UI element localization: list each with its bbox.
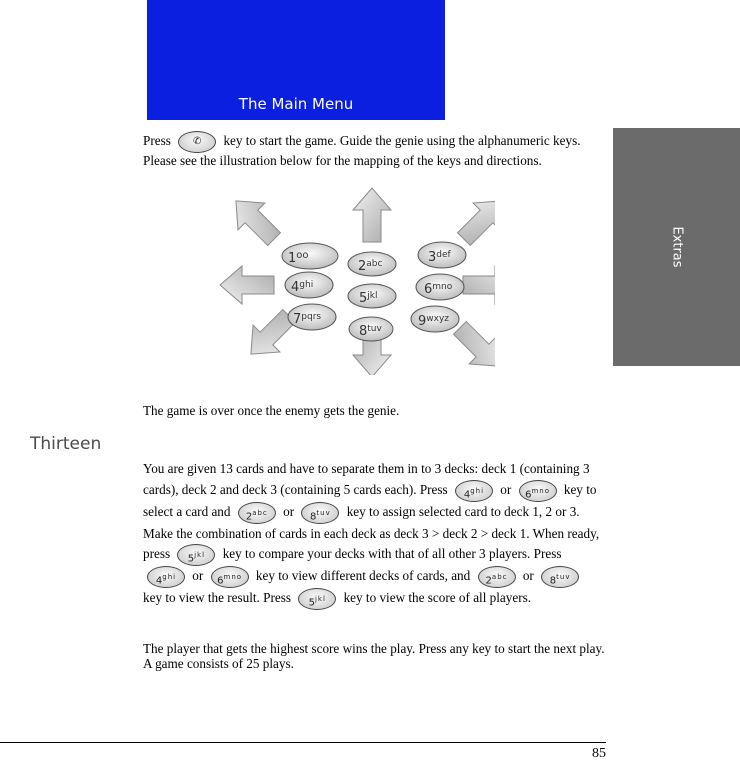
arrow-right-icon xyxy=(463,266,495,304)
svg-text:1oo: $1^{oo}$ xyxy=(288,250,309,266)
section-heading: Thirteen xyxy=(30,434,102,454)
key-3 xyxy=(418,242,466,268)
key-5-icon: $5^{jkl}$ xyxy=(298,588,336,610)
keypad-direction-diagram xyxy=(215,185,495,375)
footer-divider xyxy=(0,742,606,743)
phone-screen xyxy=(147,0,445,120)
key-6-icon: $6^{mno}$ xyxy=(519,480,557,502)
svg-text:9wxyz: $9^{wxyz}$ xyxy=(418,314,450,329)
key-2 xyxy=(348,252,396,276)
arrow-left-icon xyxy=(220,266,274,304)
key-4-icon: $4^{ghi}$ xyxy=(455,480,493,502)
arrow-up-left-icon xyxy=(222,187,287,252)
intro-paragraph: Press ✆ key to start the game. Guide the genie using the alphanumeric keys. Please see the illustration below for the mapping of the keys and directions. xyxy=(143,131,605,168)
key-8-icon: $8^{tuv}$ xyxy=(541,566,579,588)
svg-text:7pqrs: $7^{pqrs}$ xyxy=(293,312,322,327)
key-8 xyxy=(349,317,393,341)
key-4-icon: $4^{ghi}$ xyxy=(147,566,185,588)
key-7 xyxy=(288,304,336,330)
key-6-icon: $6^{mno}$ xyxy=(211,566,249,588)
scoring-text: The player that gets the highest score wins the play. Press any key to start the next play. A game consists of 25 plays. xyxy=(143,641,605,671)
svg-text:3def: $3^{def}$ xyxy=(428,250,451,265)
chapter-tab xyxy=(613,128,740,366)
svg-text:2abc: $2^{abc}$ xyxy=(358,259,383,274)
svg-text:6mno: $6^{mno}$ xyxy=(424,282,453,297)
page-number: 85 xyxy=(592,746,606,761)
svg-text:4ghi: $4^{ghi}$ xyxy=(291,280,314,295)
key-5-icon: $5^{jkl}$ xyxy=(177,544,215,566)
chapter-tab-label: Extras xyxy=(669,226,684,268)
key-4 xyxy=(285,272,333,298)
screen-title: The Main Menu xyxy=(238,95,354,113)
key-6 xyxy=(416,274,464,300)
key-1 xyxy=(282,243,338,269)
key-9 xyxy=(411,306,459,332)
key-5 xyxy=(348,284,396,308)
arrow-up-right-icon xyxy=(450,187,495,252)
key-2-icon: $2^{abc}$ xyxy=(238,502,276,524)
game-over-text: The game is over once the enemy gets the genie. xyxy=(143,403,400,418)
svg-text:8tuv: $8^{tuv}$ xyxy=(359,324,382,339)
key-2-icon: $2^{abc}$ xyxy=(478,566,516,588)
key-8-icon: $8^{tuv}$ xyxy=(301,502,339,524)
call-key-icon: ✆ xyxy=(178,131,216,153)
arrow-up-icon xyxy=(353,188,391,242)
thirteen-instructions: You are given 13 cards and have to separate them in to 3 decks: deck 1 (containing 3 cards), deck 2 and deck 3 (containing 5 cards each). Press $4^{ghi}$ or $6^{mno}$ key to select a card and $2^{abc}$ or $8^{tuv}$ key to assign selected card to deck 1, 2 or 3. Make the combination of cards in each deck as deck 3 > deck 2 > deck 1. When ready, press $5^{jkl}$ key to compare your decks with that of all other 3 players. Press $4^{ghi}$ or $6^{mno}$ key to view different decks of cards, and $2^{abc}$ or $8^{tuv}$ key to view the result. Press $5^{jkl}$ key to view the score of all players. xyxy=(143,461,600,609)
svg-text:5jkl: $5^{jkl}$ xyxy=(359,291,378,306)
